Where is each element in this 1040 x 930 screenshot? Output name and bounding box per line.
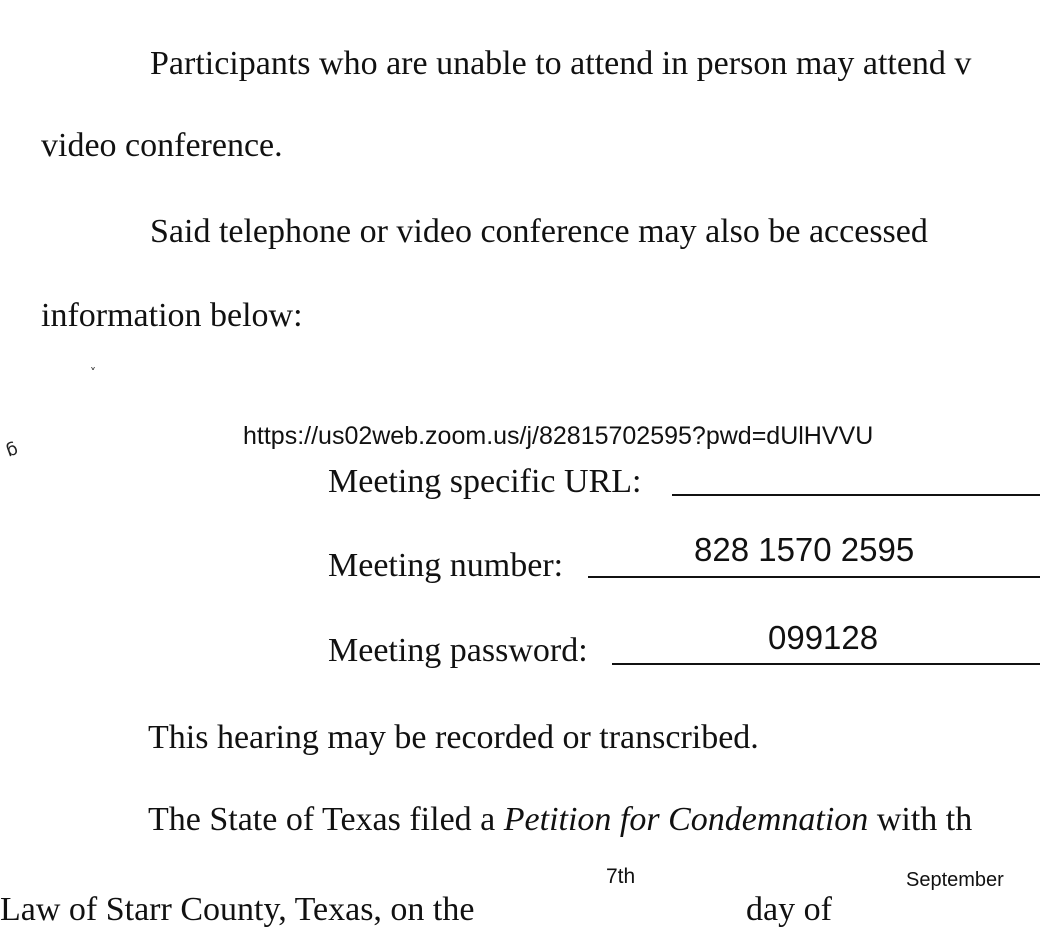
petition-prefix: The State of Texas filed a [148, 801, 504, 838]
meeting-number-blank [588, 576, 1040, 578]
petition-line [148, 800, 972, 840]
zoom-url[interactable]: https://us02web.zoom.us/j/82815702595?pwd=dUlHVVU [243, 422, 874, 450]
recorded-notice: This hearing may be recorded or transcribed. [148, 719, 759, 756]
meeting-number-value: 828 1570 2595 [694, 531, 915, 568]
day-of-text: day of [746, 891, 832, 928]
para2-line1: Said telephone or video conference may also be accessed [150, 213, 928, 250]
meeting-password-blank [612, 663, 1040, 665]
petition-suffix: with th [868, 801, 973, 838]
last-line-prefix: Law of Starr County, Texas, on the [0, 891, 475, 928]
scan-mark-dot: ˅ [90, 366, 96, 380]
para1-line2: video conference. [41, 127, 283, 164]
meeting-number-label: Meeting number: [328, 547, 564, 584]
para2-line2: information below: [41, 297, 303, 334]
filed-day: 7th [606, 865, 636, 888]
meeting-password-value: 099128 [768, 619, 879, 656]
meeting-password-label: Meeting password: [328, 632, 588, 669]
para1-line1: Participants who are unable to attend in person may attend v [150, 45, 972, 82]
scan-mark-squiggle: ᵷ [1, 434, 20, 459]
filed-month: September [906, 869, 1004, 891]
petition-title: Petition for Condemnation [503, 801, 869, 838]
meeting-url-label: Meeting specific URL: [328, 463, 642, 500]
meeting-url-blank [672, 494, 1040, 496]
